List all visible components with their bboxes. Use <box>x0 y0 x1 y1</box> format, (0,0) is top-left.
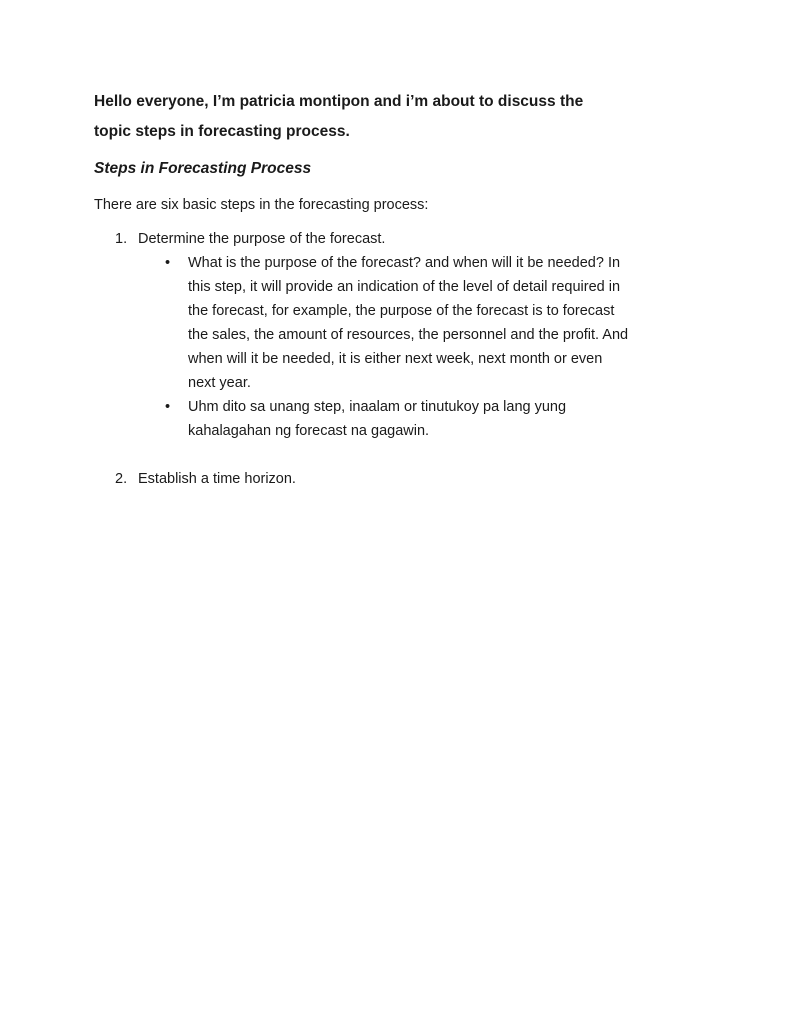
bullet-item-1-line-1: What is the purpose of the forecast? and when will it be needed? In <box>188 255 621 271</box>
intro-heading <box>94 87 741 147</box>
blank-line <box>94 443 741 467</box>
bullet-item-2 <box>94 395 741 443</box>
section-heading: Steps in Forecasting Process <box>94 160 312 177</box>
intro-heading-line-1: Hello everyone, I’m patricia montipon and i’m about to discuss the <box>94 93 584 110</box>
bullet-item-1-line-5: when will it be needed, it is either next week, next month or even <box>188 351 603 367</box>
numbered-item-2-marker: 2. <box>115 471 128 487</box>
intro-paragraph: There are six basic steps in the forecasting process: <box>94 197 429 213</box>
bullet-item-1-line-4: the sales, the amount of resources, the personnel and the profit. And <box>188 327 629 343</box>
numbered-item-1-text: Determine the purpose of the forecast. <box>138 231 386 247</box>
bullet-item-1 <box>94 251 741 395</box>
intro-heading-line-2: topic steps in forecasting process. <box>94 123 350 140</box>
bullet-item-2-line-2: kahalagahan ng forecast na gagawin. <box>188 423 430 439</box>
bullet-item-1-line-2: this step, it will provide an indication of the level of detail required in <box>188 279 621 295</box>
numbered-item-2 <box>94 467 741 491</box>
bullet-item-1-text <box>188 251 628 395</box>
numbered-item-2-text: Establish a time horizon. <box>138 471 296 487</box>
bullet-icon: • <box>165 399 171 415</box>
document-content <box>94 87 741 491</box>
bullet-item-1-line-3: the forecast, for example, the purpose of the forecast is to forecast <box>188 303 615 319</box>
bullet-icon: • <box>165 255 171 271</box>
bullet-item-2-line-1: Uhm dito sa unang step, inaalam or tinutukoy pa lang yung <box>188 399 567 415</box>
bullet-item-2-text <box>188 395 566 443</box>
numbered-item-1 <box>94 227 741 251</box>
bullet-item-1-line-6: next year. <box>188 375 251 391</box>
numbered-item-1-marker: 1. <box>115 231 128 247</box>
